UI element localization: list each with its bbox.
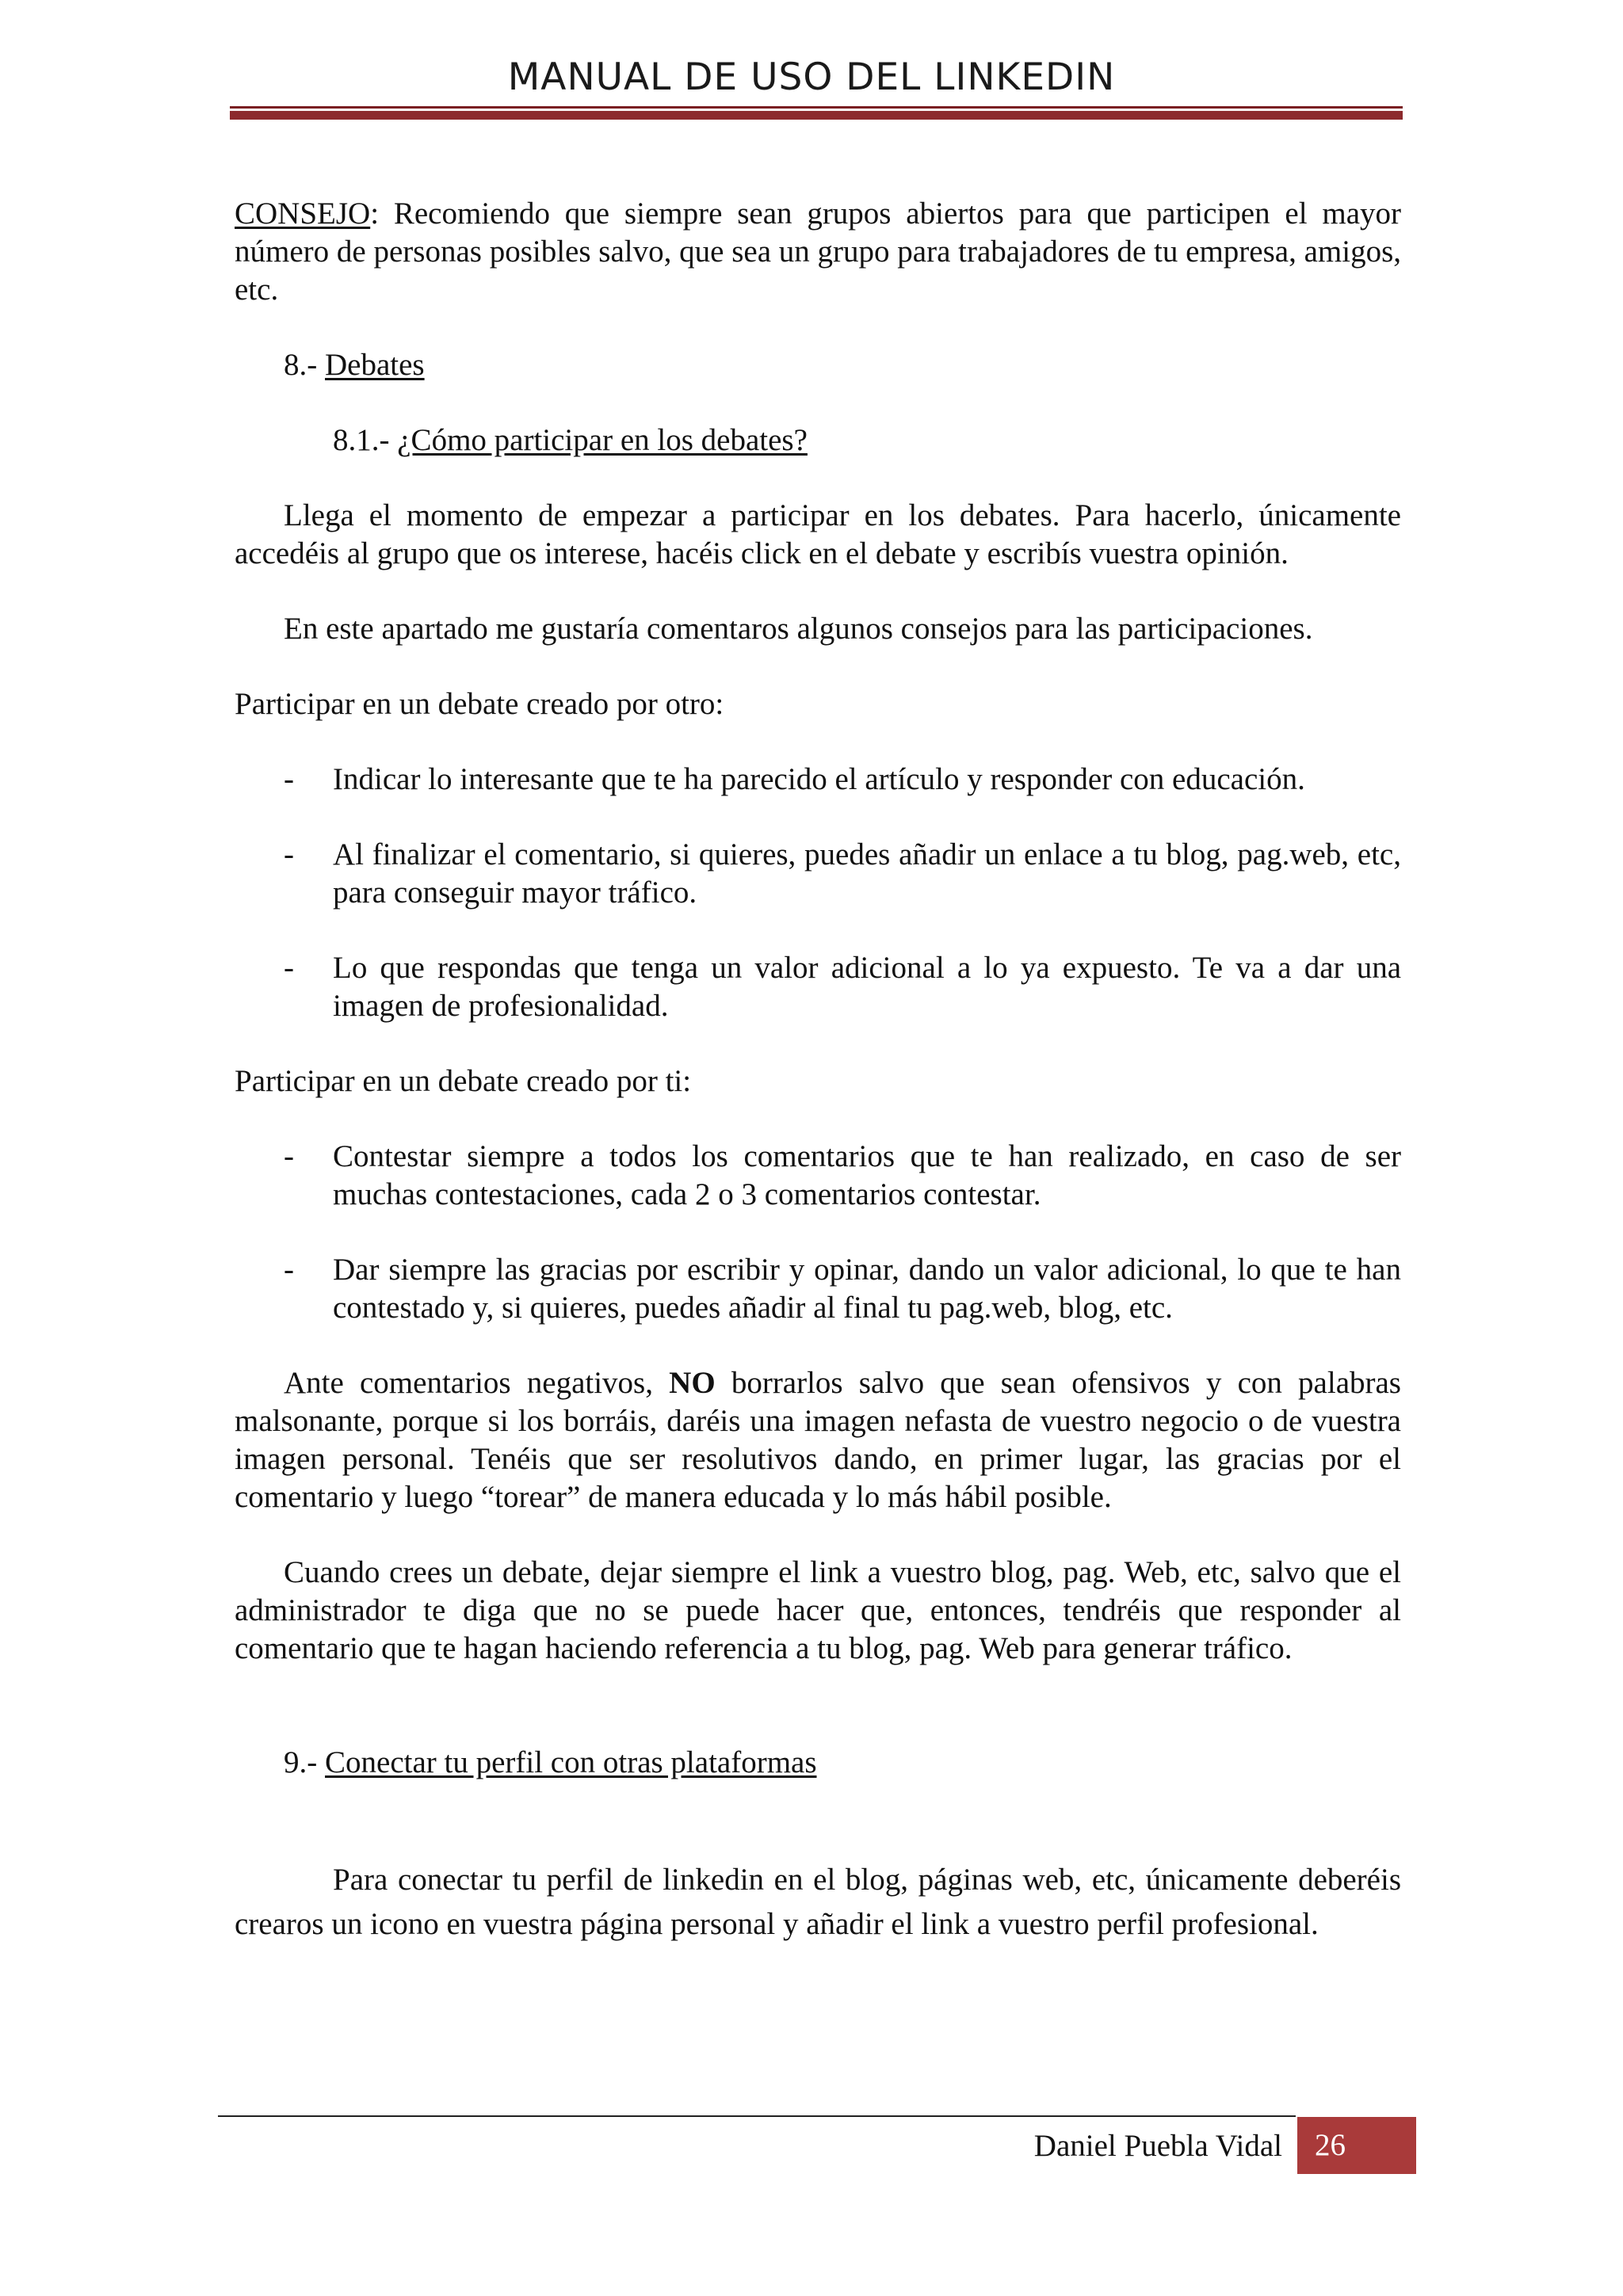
header-divider-thin	[230, 106, 1403, 109]
page-body	[235, 195, 1401, 1947]
section-8-1-number: 8.1.-	[333, 423, 398, 457]
header-divider-thick	[230, 111, 1403, 120]
para3-after: borrarlos salvo que sean ofensivos y con palabras malsonante, porque si los borráis, daréis una imagen nefasta de vuestro negocio o de vuestra imagen personal. Tenéis que ser resolutivos dando, en primer lugar, las gracias por el comentario y luego “torear” de manera educada y lo más hábil posible.	[235, 1366, 1401, 1514]
paragraph-intro: Llega el momento de empezar a participar en los debates. Para hacerlo, únicamente accedéis al grupo que os interese, hacéis click en el debate y escribís vuestra opinión.	[235, 498, 1401, 570]
document-header-title: MANUAL DE USO DEL LINKEDIN	[507, 55, 1116, 99]
section-9-number: 9.-	[284, 1745, 325, 1779]
para3-before: Ante comentarios negativos,	[284, 1366, 670, 1400]
section-8-heading	[235, 346, 1401, 384]
section-8-1-heading	[235, 421, 1401, 460]
list-item	[235, 836, 1401, 912]
bullet-dash: -	[284, 951, 294, 985]
section-8-number: 8.-	[284, 348, 325, 382]
paragraph-connect-profile: Para conectar tu perfil de linkedin en el blog, páginas web, etc, únicamente deberéis crearos un icono en vuestra página personal y añadir el link a vuestro perfil profesional.	[235, 1863, 1401, 1941]
section-9-title: Conectar tu perfil con otras plataformas	[325, 1745, 817, 1779]
list-item-text: Dar siempre las gracias por escribir y opinar, dando un valor adicional, lo que te han contestado y, si quieres, puedes añadir al final tu pag.web, blog, etc.	[333, 1253, 1401, 1325]
section-9-heading	[235, 1744, 1401, 1782]
bullet-dash: -	[284, 1139, 294, 1173]
own-debate-heading: Participar en un debate creado por ti:	[235, 1064, 692, 1098]
bullet-dash: -	[284, 762, 294, 796]
emphasis-no: NO	[669, 1366, 716, 1400]
section-8-1-title: ¿Cómo participar en los debates?	[397, 423, 808, 457]
list-item-text: Lo que respondas que tenga un valor adicional a lo ya expuesto. Te va a dar una imagen de profesionalidad.	[333, 951, 1401, 1023]
consejo-paragraph	[235, 195, 1401, 309]
list-item-text: Al finalizar el comentario, si quieres, puedes añadir un enlace a tu blog, pag.web, etc, para conseguir mayor tráfico.	[333, 837, 1401, 910]
consejo-label: CONSEJO	[235, 196, 371, 231]
bullet-dash: -	[284, 1253, 294, 1287]
list-item-text: Contestar siempre a todos los comentarios que te han realizado, en caso de ser muchas contestaciones, cada 2 o 3 comentarios contestar.	[333, 1139, 1401, 1211]
paragraph-create-debate: Cuando crees un debate, dejar siempre el link a vuestro blog, pag. Web, etc, salvo que el administrador te diga que no se puede hacer que, entonces, tendréis que responder al comentario que te hagan haciendo referencia a tu blog, pag. Web para generar tráfico.	[235, 1555, 1401, 1665]
paragraph-advice: En este apartado me gustaría comentaros algunos consejos para las participaciones.	[284, 612, 1313, 646]
paragraph-negative-comments	[235, 1364, 1401, 1516]
section-8-title: Debates	[325, 348, 425, 382]
footer-divider	[218, 2115, 1296, 2117]
list-item	[235, 761, 1401, 799]
list-item-text: Indicar lo interesante que te ha parecido el artículo y responder con educación.	[333, 762, 1305, 796]
other-debate-heading: Participar en un debate creado por otro:	[235, 687, 724, 721]
page-number: 26	[1297, 2117, 1416, 2174]
list-item	[235, 949, 1401, 1025]
footer-author: Daniel Puebla Vidal	[1033, 2129, 1282, 2163]
bullet-dash: -	[284, 837, 294, 871]
list-item	[235, 1251, 1401, 1327]
consejo-text: : Recomiendo que siempre sean grupos abiertos para que participen el mayor número de personas posibles salvo, que sea un grupo para trabajadores de tu empresa, amigos, etc.	[235, 196, 1401, 307]
list-item	[235, 1138, 1401, 1214]
